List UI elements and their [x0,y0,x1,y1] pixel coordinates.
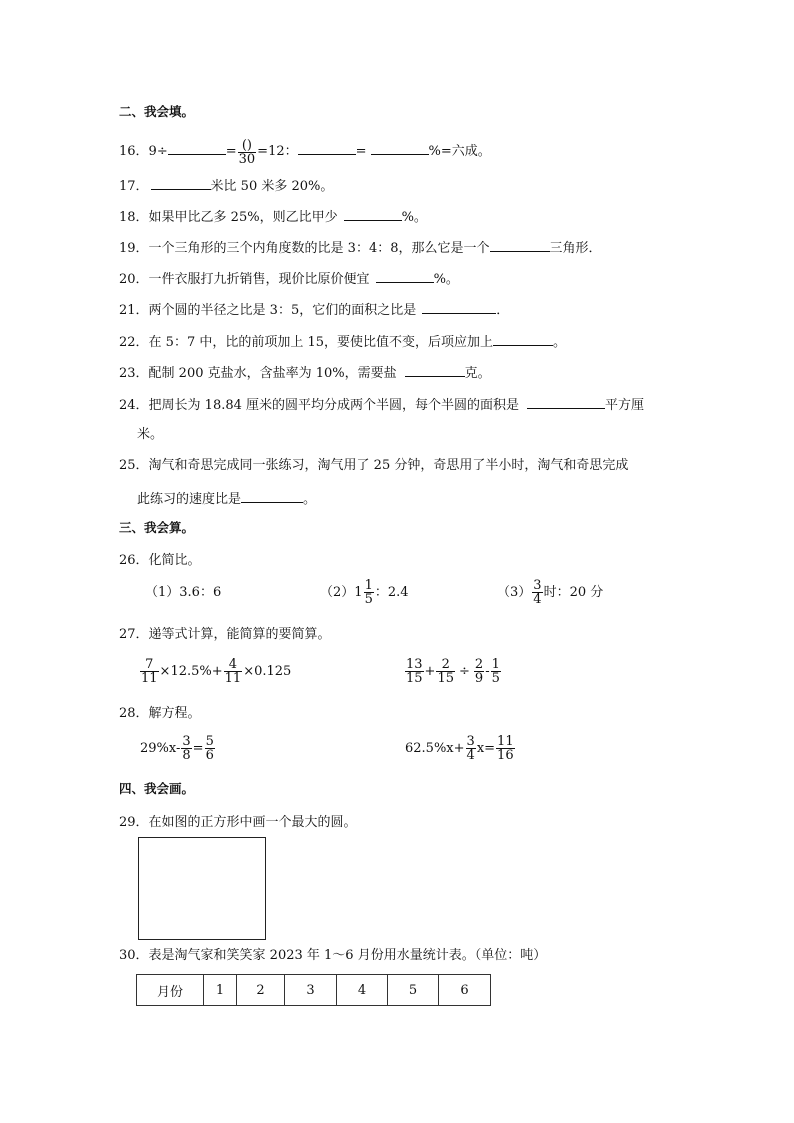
question-text: 此练习的速度比是 [137,492,242,507]
question-19 [119,239,602,257]
question-text-tail: 。 [553,335,567,350]
fraction [364,579,374,606]
fraction-denominator: 15 [437,671,454,686]
q28-equation-1 [140,735,216,762]
fraction-numerator: () [238,139,257,153]
answer-blank[interactable] [527,396,605,409]
fraction [140,658,159,685]
answer-blank[interactable] [376,270,434,283]
q27-expression-2 [404,657,502,685]
part-text: 时：20 分 [543,584,604,600]
question-number: 18． [119,210,149,225]
fraction-denominator: 5 [491,671,500,686]
table-header-cell: 2 [237,975,285,1006]
question-number: 28． [119,706,149,721]
fraction [238,139,257,166]
fraction [205,735,215,762]
answer-blank[interactable] [168,142,226,155]
drawing-square[interactable] [138,837,266,940]
question-text: 米比 50 米多 20%。 [210,179,334,194]
q16-text: = [355,144,367,159]
answer-blank[interactable] [344,208,402,221]
question-number: 30． [119,948,149,963]
answer-blank[interactable] [298,142,356,155]
q16-text: = [225,144,237,159]
question-number: 26． [119,553,149,568]
expr-text: ×12.5%+ [159,663,223,679]
operator: - [485,663,490,679]
fraction-numerator: 2 [436,658,455,672]
fraction [405,658,424,685]
question-16 [119,138,491,165]
section-title: 二、我会填。 [119,104,195,119]
fraction-numerator: 3 [466,734,475,749]
table-row [137,975,491,1006]
question-text-tail: 三角形． [549,241,602,256]
answer-blank[interactable] [241,490,303,503]
section-title: 三、我会算。 [119,520,195,535]
part-label: （2） [320,584,355,600]
question-number: 24． [119,398,149,413]
fraction [491,658,501,685]
fraction-denominator: 30 [238,152,256,167]
fraction-denominator: 8 [182,748,191,763]
question-text: 在 5：7 中，比的前项加上 15，要使比值不变，后项应加上 [148,335,494,350]
table-header-cell: 4 [337,975,388,1006]
table-header-cell: 月份 [137,975,204,1006]
fraction-denominator: 16 [497,748,514,763]
q28-equation-2 [405,735,516,762]
fraction-denominator: 15 [406,671,423,686]
question-28 [119,706,201,722]
fraction-denominator: 11 [224,671,242,686]
fraction [181,735,191,762]
question-text: 表是淘气家和笑笑家 2023 年 1～6 月份用水量统计表。（单位：吨） [148,948,547,963]
answer-blank[interactable] [371,142,429,155]
fraction-numerator: 5 [205,734,214,749]
expr-text: ×0.125 [243,663,292,679]
question-number: 16． [119,144,149,159]
fraction-numerator: 1 [491,657,500,672]
operator: = [192,740,204,756]
question-text-tail: 。 [303,492,317,507]
answer-blank[interactable] [151,177,211,190]
question-27 [119,627,331,643]
q16-text: 9÷ [148,144,168,159]
question-number: 23． [119,366,149,381]
question-25 [119,458,628,474]
fraction-denominator: 11 [141,671,158,686]
question-24 [119,396,644,414]
fraction [436,658,455,685]
fraction [496,735,515,762]
question-20 [119,270,459,288]
fraction-numerator: 3 [533,578,542,593]
answer-blank[interactable] [422,301,496,314]
expr-text: x= [476,740,496,756]
question-text: 淘气和奇思完成同一张练习，淘气用了 25 分钟，奇思用了半小时，淘气和奇思完成 [148,458,629,473]
question-number: 19． [119,241,149,256]
answer-blank[interactable] [490,239,550,252]
table-header-cell: 5 [388,975,439,1006]
fraction-numerator: 1 [364,578,373,593]
question-text: 如果甲比乙多 25%，则乙比甲少 [148,210,338,225]
question-21 [119,301,509,319]
q26-part3 [497,579,603,606]
question-text: 解方程。 [148,706,201,721]
fraction-denominator: 5 [364,592,373,607]
question-number: 20． [119,272,149,287]
question-24-line2: 米。 [137,427,164,442]
question-text: 在如图的正方形中画一个最大的圆。 [148,815,357,830]
mixed-whole: 1 [354,584,363,600]
question-number: 29． [119,815,149,830]
question-number: 25． [119,458,149,473]
question-text-tail: ． [496,303,510,318]
q26-part2 [320,579,409,606]
question-text-tail: 平方厘 [605,398,645,413]
operator: + [424,663,436,679]
expr-text: 29%x- [140,740,181,756]
water-usage-table [136,974,491,1006]
expr-text: 62.5%x+ [405,740,465,756]
answer-blank[interactable] [493,333,553,346]
answer-blank[interactable] [405,364,465,377]
fraction [224,658,243,685]
question-text-tail: %。 [433,272,459,287]
fraction-denominator: 6 [205,748,214,763]
fraction [474,658,484,685]
fraction-numerator: 2 [474,657,484,672]
operator: ÷ [459,663,470,679]
question-number: 21． [119,303,149,318]
question-29 [119,815,357,831]
fraction-denominator: 9 [474,671,484,686]
question-text: 一件衣服打九折销售，现价比原价便宜 [148,272,370,287]
section-title: 四、我会画。 [119,781,195,796]
q26-part1: （1）3.6：6 [145,585,222,600]
question-22 [119,333,566,351]
fraction-numerator: 11 [497,734,514,749]
question-text: 两个圆的半径之比是 3：5，它们的面积之比是 [148,303,417,318]
fraction [466,735,476,762]
question-25-line2 [137,490,316,508]
fraction-numerator: 3 [182,734,191,749]
question-26 [119,553,201,569]
fraction-numerator: 13 [406,657,423,672]
table-header-cell: 3 [285,975,337,1006]
question-text: 一个三角形的三个内角度数的比是 3：4：8，那么它是一个 [148,241,490,256]
table-header-cell: 1 [204,975,237,1006]
part-label: （3） [497,584,532,600]
question-18 [119,208,427,226]
question-number: 27． [119,627,149,642]
question-number: 17． [119,179,149,194]
question-17 [119,177,333,195]
question-text: 递等式计算，能简算的要简算。 [148,627,331,642]
question-text: 化简比。 [148,553,201,568]
q27-expression-1 [139,657,291,685]
fraction-numerator: 7 [140,658,159,672]
table-header-cell: 6 [439,975,491,1006]
question-30 [119,948,546,964]
question-text-tail: %。 [401,210,427,225]
q16-text: =12： [257,144,298,159]
question-text-tail: 克。 [464,366,491,381]
question-number: 22． [119,335,149,350]
fraction-denominator: 4 [533,592,542,607]
fraction-numerator: 4 [224,658,243,672]
fraction [532,579,542,606]
question-23 [119,364,491,382]
q16-text: %=六成。 [428,144,491,159]
fraction-denominator: 4 [466,748,475,763]
part-text: ：2.4 [374,584,409,600]
question-text: 配制 200 克盐水，含盐率为 10%，需要盐 [148,366,397,381]
question-text: 把周长为 18.84 厘米的圆平均分成两个半圆，每个半圆的面积是 [148,398,520,413]
